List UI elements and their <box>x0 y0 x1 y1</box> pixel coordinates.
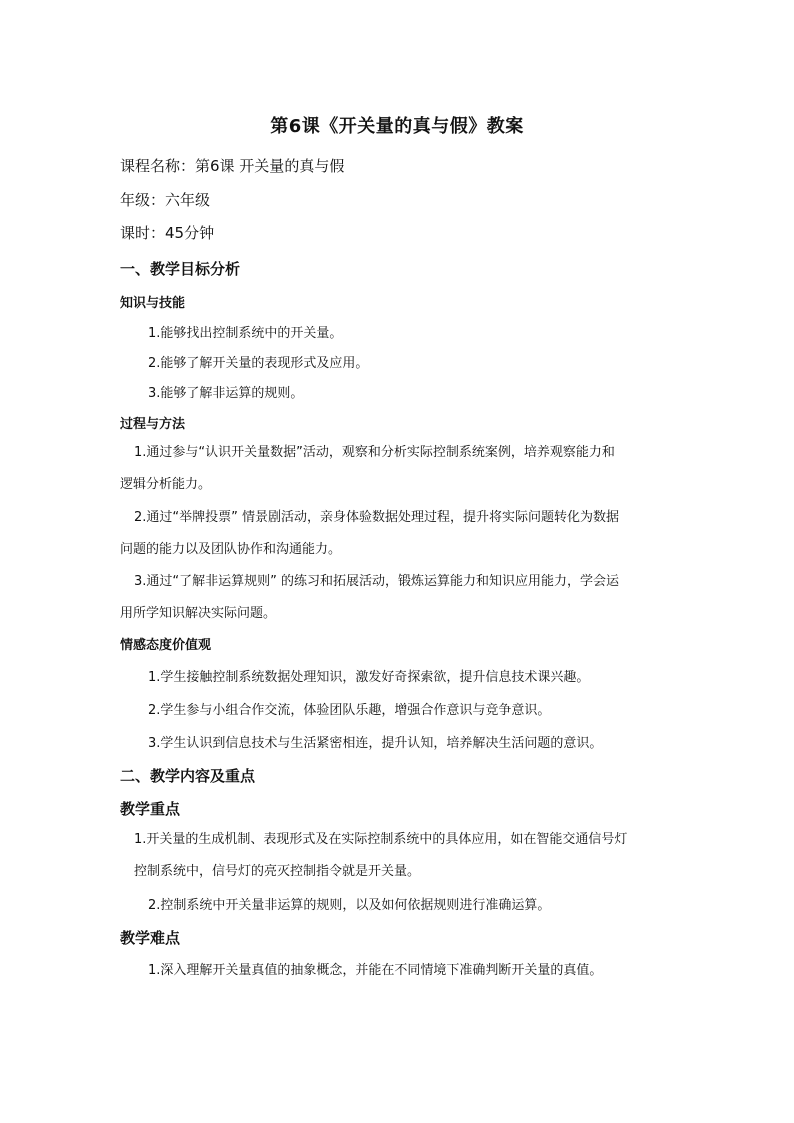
knowledge-item: 3.能够了解非运算的规则。 <box>148 386 304 401</box>
attitude-item: 3.学生认识到信息技术与生活紧密相连，提升认知，培养解决生活问题的意识。 <box>148 736 603 751</box>
grade: 年级：六年级 <box>120 191 211 209</box>
difficulty-item: 1.深入理解开关量真值的抽象概念，并能在不同情境下准确判断开关量的真值。 <box>148 963 603 978</box>
process-item <box>120 566 680 630</box>
process-item-line: 3.通过“了解非运算规则” 的练习和拓展活动，锻炼运算能力和知识应用能力，学会运 <box>134 574 620 589</box>
subheading-knowledge-skills: 知识与技能 <box>120 296 186 311</box>
subheading-process-methods: 过程与方法 <box>120 417 186 432</box>
process-item-line: 问题的能力以及团队协作和沟通能力。 <box>120 542 342 557</box>
section-heading-objectives: 一、教学目标分析 <box>120 260 241 278</box>
process-item <box>120 502 680 566</box>
process-item <box>120 437 680 501</box>
attitude-item: 2.学生参与小组合作交流，体验团队乐趣，增强合作意识与竞争意识。 <box>148 703 551 718</box>
subheading-key-points: 教学重点 <box>120 800 181 818</box>
key-point-item: 2.控制系统中开关量非运算的规则，以及如何依据规则进行准确运算。 <box>148 898 551 913</box>
key-point-line: 1.开关量的生成机制、表现形式及在实际控制系统中的具体应用，如在智能交通信号灯 <box>134 832 628 847</box>
knowledge-item: 2.能够了解开关量的表现形式及应用。 <box>148 356 369 371</box>
process-item-line: 逻辑分析能力。 <box>120 477 212 492</box>
key-point-line: 控制系统中，信号灯的亮灭控制指令就是开关量。 <box>134 864 421 879</box>
class-hours: 课时：45分钟 <box>120 224 215 242</box>
process-item-line: 1.通过参与“认识开关量数据”活动，观察和分析实际控制系统案例，培养观察能力和 <box>134 445 615 460</box>
section-heading-content: 二、教学内容及重点 <box>120 767 256 785</box>
process-item-line: 用所学知识解决实际问题。 <box>120 606 277 621</box>
subheading-attitude-values: 情感态度价值观 <box>120 638 212 653</box>
key-point-item <box>120 824 680 888</box>
subheading-difficulties: 教学难点 <box>120 929 181 947</box>
process-item-line: 2.通过“举牌投票” 情景剧活动，亲身体验数据处理过程，提升将实际问题转化为数据 <box>134 510 620 525</box>
attitude-item: 1.学生接触控制系统数据处理知识，激发好奇探索欲，提升信息技术课兴趣。 <box>148 670 590 685</box>
knowledge-item: 1.能够找出控制系统中的开关量。 <box>148 326 343 341</box>
document-title: 第6课《开关量的真与假》教案 <box>270 116 524 137</box>
course-name: 课程名称：第6课 开关量的真与假 <box>120 157 345 175</box>
